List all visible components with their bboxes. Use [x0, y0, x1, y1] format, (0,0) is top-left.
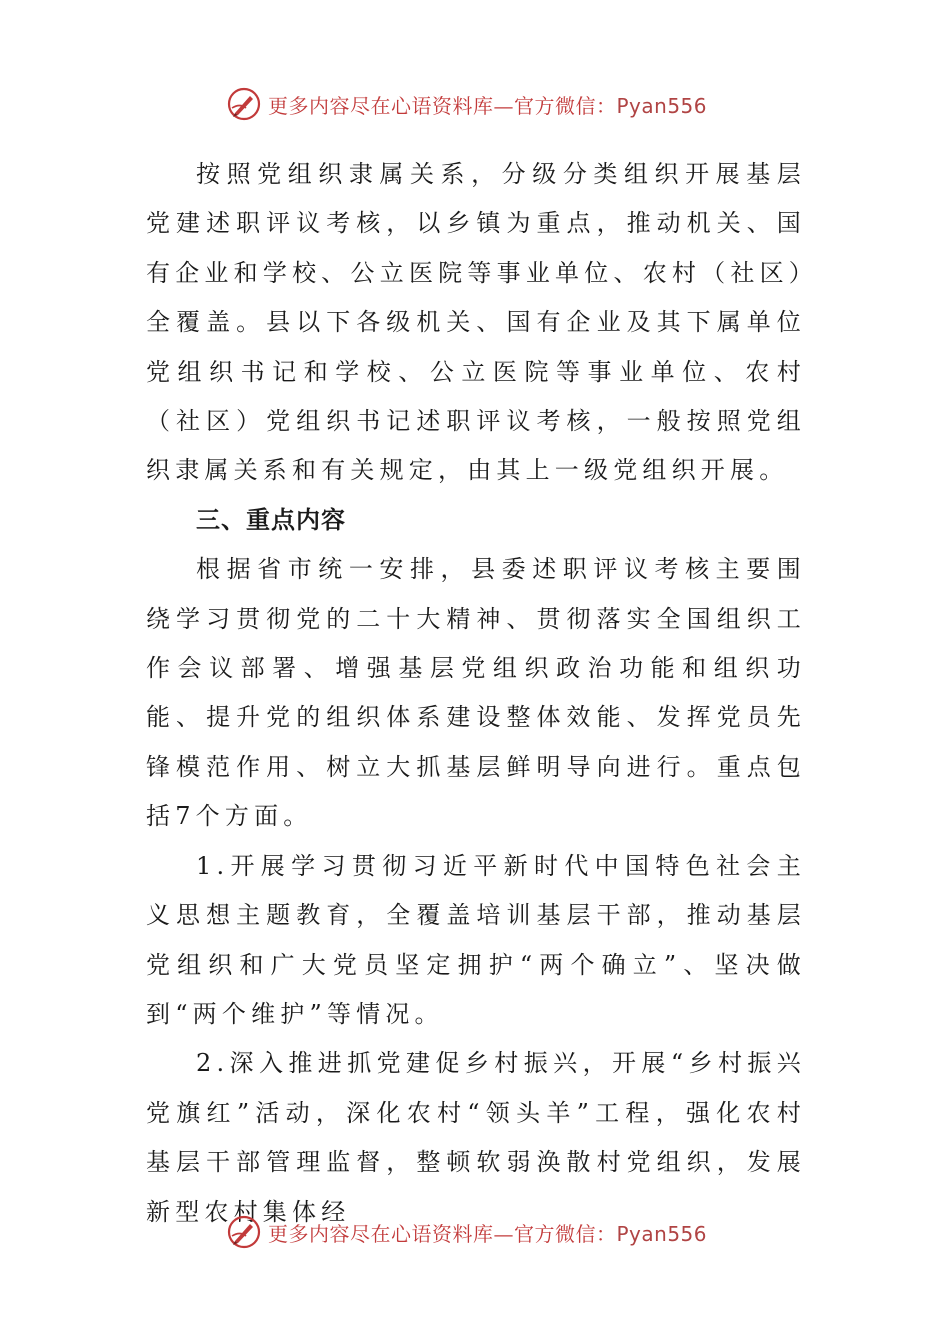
header-banner	[226, 84, 707, 124]
wechat-id: Pyan556	[616, 93, 708, 118]
list-item-1: 1.开展学习贯彻习近平新时代中国特色社会主义思想主题教育，全覆盖培训基层干部，推动基层党组织和广大党员坚定拥护“两个确立”、坚决做到“两个维护”等情况。	[146, 851, 806, 1028]
wechat-id: Pyan556	[616, 1221, 708, 1246]
paragraph-key-content-intro: 根据省市统一安排，县委述职评议考核主要围绕学习贯彻党的二十大精神、贯彻落实全国组织工作会议部署、增强基层党组织政治功能和组织功能、提升党的组织体系建设整体效能、发挥党员先锋模范作用、树立大抓基层鲜明导向进行。重点包括7个方面。	[146, 555, 806, 831]
footer-banner	[226, 1212, 707, 1252]
document-body	[146, 150, 806, 1237]
pen-logo-icon	[226, 1214, 262, 1250]
section-heading-key-content: 三、重点内容	[196, 505, 346, 534]
list-item-2: 2.深入推进抓党建促乡村振兴，开展“乡村振兴党旗红”活动，深化农村“领头羊”工程，强化农村基层干部管理监督，整顿软弱涣散村党组织，发展新型农村集体经	[146, 1049, 806, 1226]
pen-logo-icon	[226, 86, 262, 122]
banner-text: 更多内容尽在心语资料库—官方微信：Pyan556	[268, 93, 708, 118]
banner-text: 更多内容尽在心语资料库—官方微信：Pyan556	[268, 1221, 708, 1246]
paragraph-org-relationship: 按照党组织隶属关系，分级分类组织开展基层党建述职评议考核，以乡镇为重点，推动机关、国有企业和学校、公立医院等事业单位、农村（社区）全覆盖。县以下各级机关、国有企业及其下属单位党组织书记和学校、公立医院等事业单位、农村（社区）党组织书记述职评议考核，一般按照党组织隶属关系和有关规定，由其上一级党组织开展。	[146, 160, 806, 485]
